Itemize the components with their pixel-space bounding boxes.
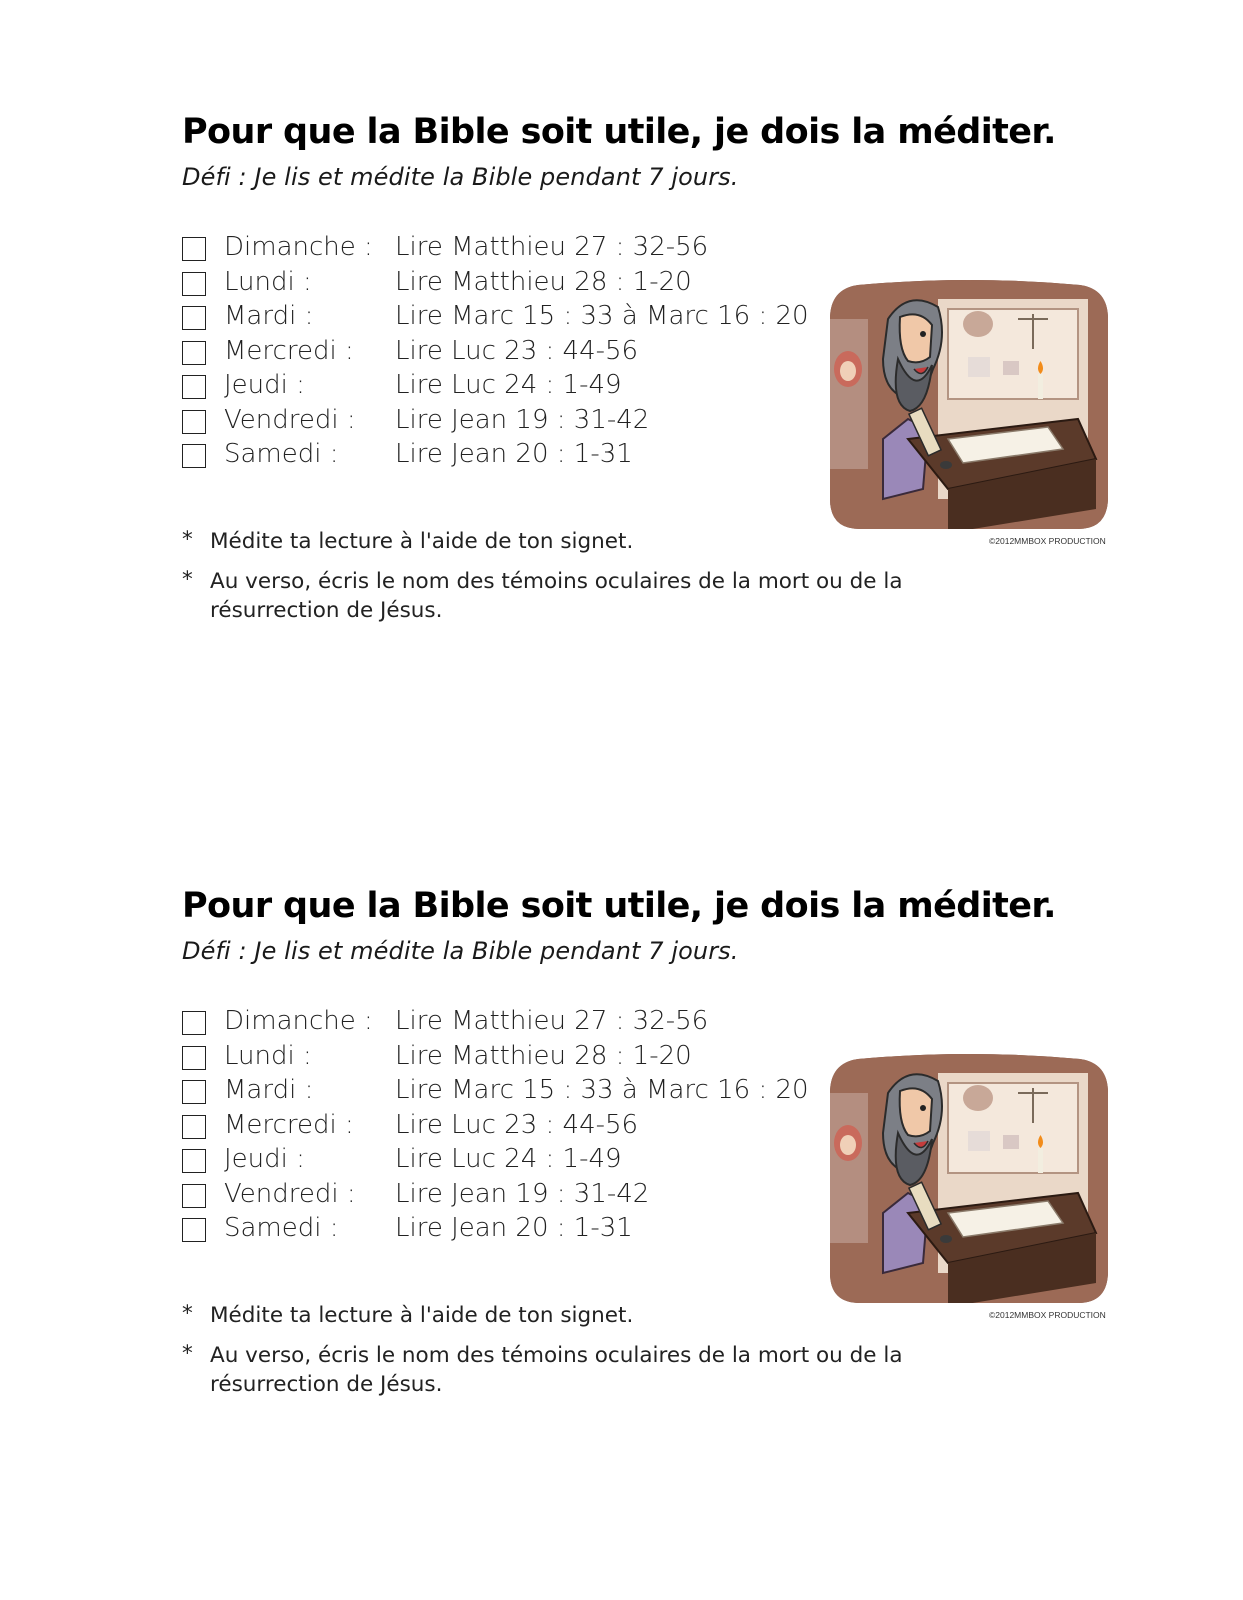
note-witnesses: Au verso, écris le nom des témoins oculaires de la mort ou de la résurrection de Jésus. <box>210 1343 903 1397</box>
reading-label: Lire Jean 19 : 31-42 <box>395 1178 650 1209</box>
day-label: Dimanche : <box>224 232 373 262</box>
reading-label: Lire Jean 20 : 1-31 <box>395 1213 633 1243</box>
day-label: Jeudi : <box>224 1144 305 1174</box>
day-label: Mardi : <box>224 301 314 331</box>
reading-label: Lire Jean 20 : 1-31 <box>395 439 633 469</box>
day-label: Jeudi : <box>224 370 305 400</box>
day-label: Vendredi : <box>224 1178 356 1209</box>
day-checkbox[interactable] <box>182 1011 206 1035</box>
day-label: Lundi : <box>224 1040 312 1071</box>
day-checkbox[interactable] <box>182 1080 206 1104</box>
day-checkbox[interactable] <box>182 410 206 434</box>
note-witnesses: Au verso, écris le nom des témoins oculaires de la mort ou de la résurrection de Jésus. <box>210 569 903 623</box>
day-checkbox[interactable] <box>182 1115 206 1139</box>
reading-label: Lire Matthieu 27 : 32-56 <box>395 232 709 262</box>
day-label: Vendredi : <box>224 404 356 435</box>
day-checkbox[interactable] <box>182 1046 206 1070</box>
scribe-illustration <box>828 279 1110 533</box>
bullet-asterisk: * <box>182 1301 193 1326</box>
day-checkbox[interactable] <box>182 375 206 399</box>
note-item <box>182 1301 970 1330</box>
note-item <box>182 567 970 625</box>
reading-challenge-section <box>0 0 1243 790</box>
reading-label: Lire Marc 15 : 33 à Marc 16 : 20 <box>395 301 809 331</box>
reading-label: Lire Matthieu 28 : 1-20 <box>395 1040 692 1071</box>
reading-label: Lire Luc 24 : 1-49 <box>395 1144 622 1174</box>
note-meditate: Médite ta lecture à l'aide de ton signet. <box>210 529 634 554</box>
day-checkbox[interactable] <box>182 1184 206 1208</box>
reading-label: Lire Jean 19 : 31-42 <box>395 404 650 435</box>
note-meditate: Médite ta lecture à l'aide de ton signet. <box>210 1303 634 1328</box>
bullet-asterisk: * <box>182 527 193 552</box>
bullet-asterisk: * <box>182 567 193 592</box>
reading-label: Lire Luc 23 : 44-56 <box>395 335 639 366</box>
reading-label: Lire Matthieu 27 : 32-56 <box>395 1006 709 1036</box>
day-label: Lundi : <box>224 266 312 297</box>
copyright-text: ©2012MMBOX PRODUCTION <box>989 536 1106 546</box>
section-title: Pour que la Bible soit utile, je dois la méditer. <box>182 112 1056 152</box>
reading-label: Lire Marc 15 : 33 à Marc 16 : 20 <box>395 1075 809 1105</box>
challenge-subtitle: Défi : Je lis et médite la Bible pendant 7 jours. <box>182 937 739 965</box>
challenge-subtitle: Défi : Je lis et médite la Bible pendant 7 jours. <box>182 163 739 191</box>
reading-label: Lire Luc 24 : 1-49 <box>395 370 622 400</box>
reading-label: Lire Matthieu 28 : 1-20 <box>395 266 692 297</box>
note-item <box>182 1341 970 1399</box>
reading-label: Lire Luc 23 : 44-56 <box>395 1109 639 1140</box>
day-checkbox[interactable] <box>182 272 206 296</box>
day-checkbox[interactable] <box>182 444 206 468</box>
day-label: Samedi : <box>224 1213 339 1243</box>
day-label: Dimanche : <box>224 1006 373 1036</box>
day-checkbox[interactable] <box>182 341 206 365</box>
day-checkbox[interactable] <box>182 237 206 261</box>
day-checkbox[interactable] <box>182 1149 206 1173</box>
day-label: Mercredi : <box>224 1109 354 1140</box>
note-item <box>182 527 970 556</box>
day-label: Mardi : <box>224 1075 314 1105</box>
section-title: Pour que la Bible soit utile, je dois la méditer. <box>182 886 1056 926</box>
day-checkbox[interactable] <box>182 306 206 330</box>
bullet-asterisk: * <box>182 1341 193 1366</box>
day-label: Mercredi : <box>224 335 354 366</box>
copyright-text: ©2012MMBOX PRODUCTION <box>989 1310 1106 1320</box>
day-checkbox[interactable] <box>182 1218 206 1242</box>
scribe-illustration <box>828 1053 1110 1307</box>
day-label: Samedi : <box>224 439 339 469</box>
reading-challenge-section <box>0 774 1243 1564</box>
